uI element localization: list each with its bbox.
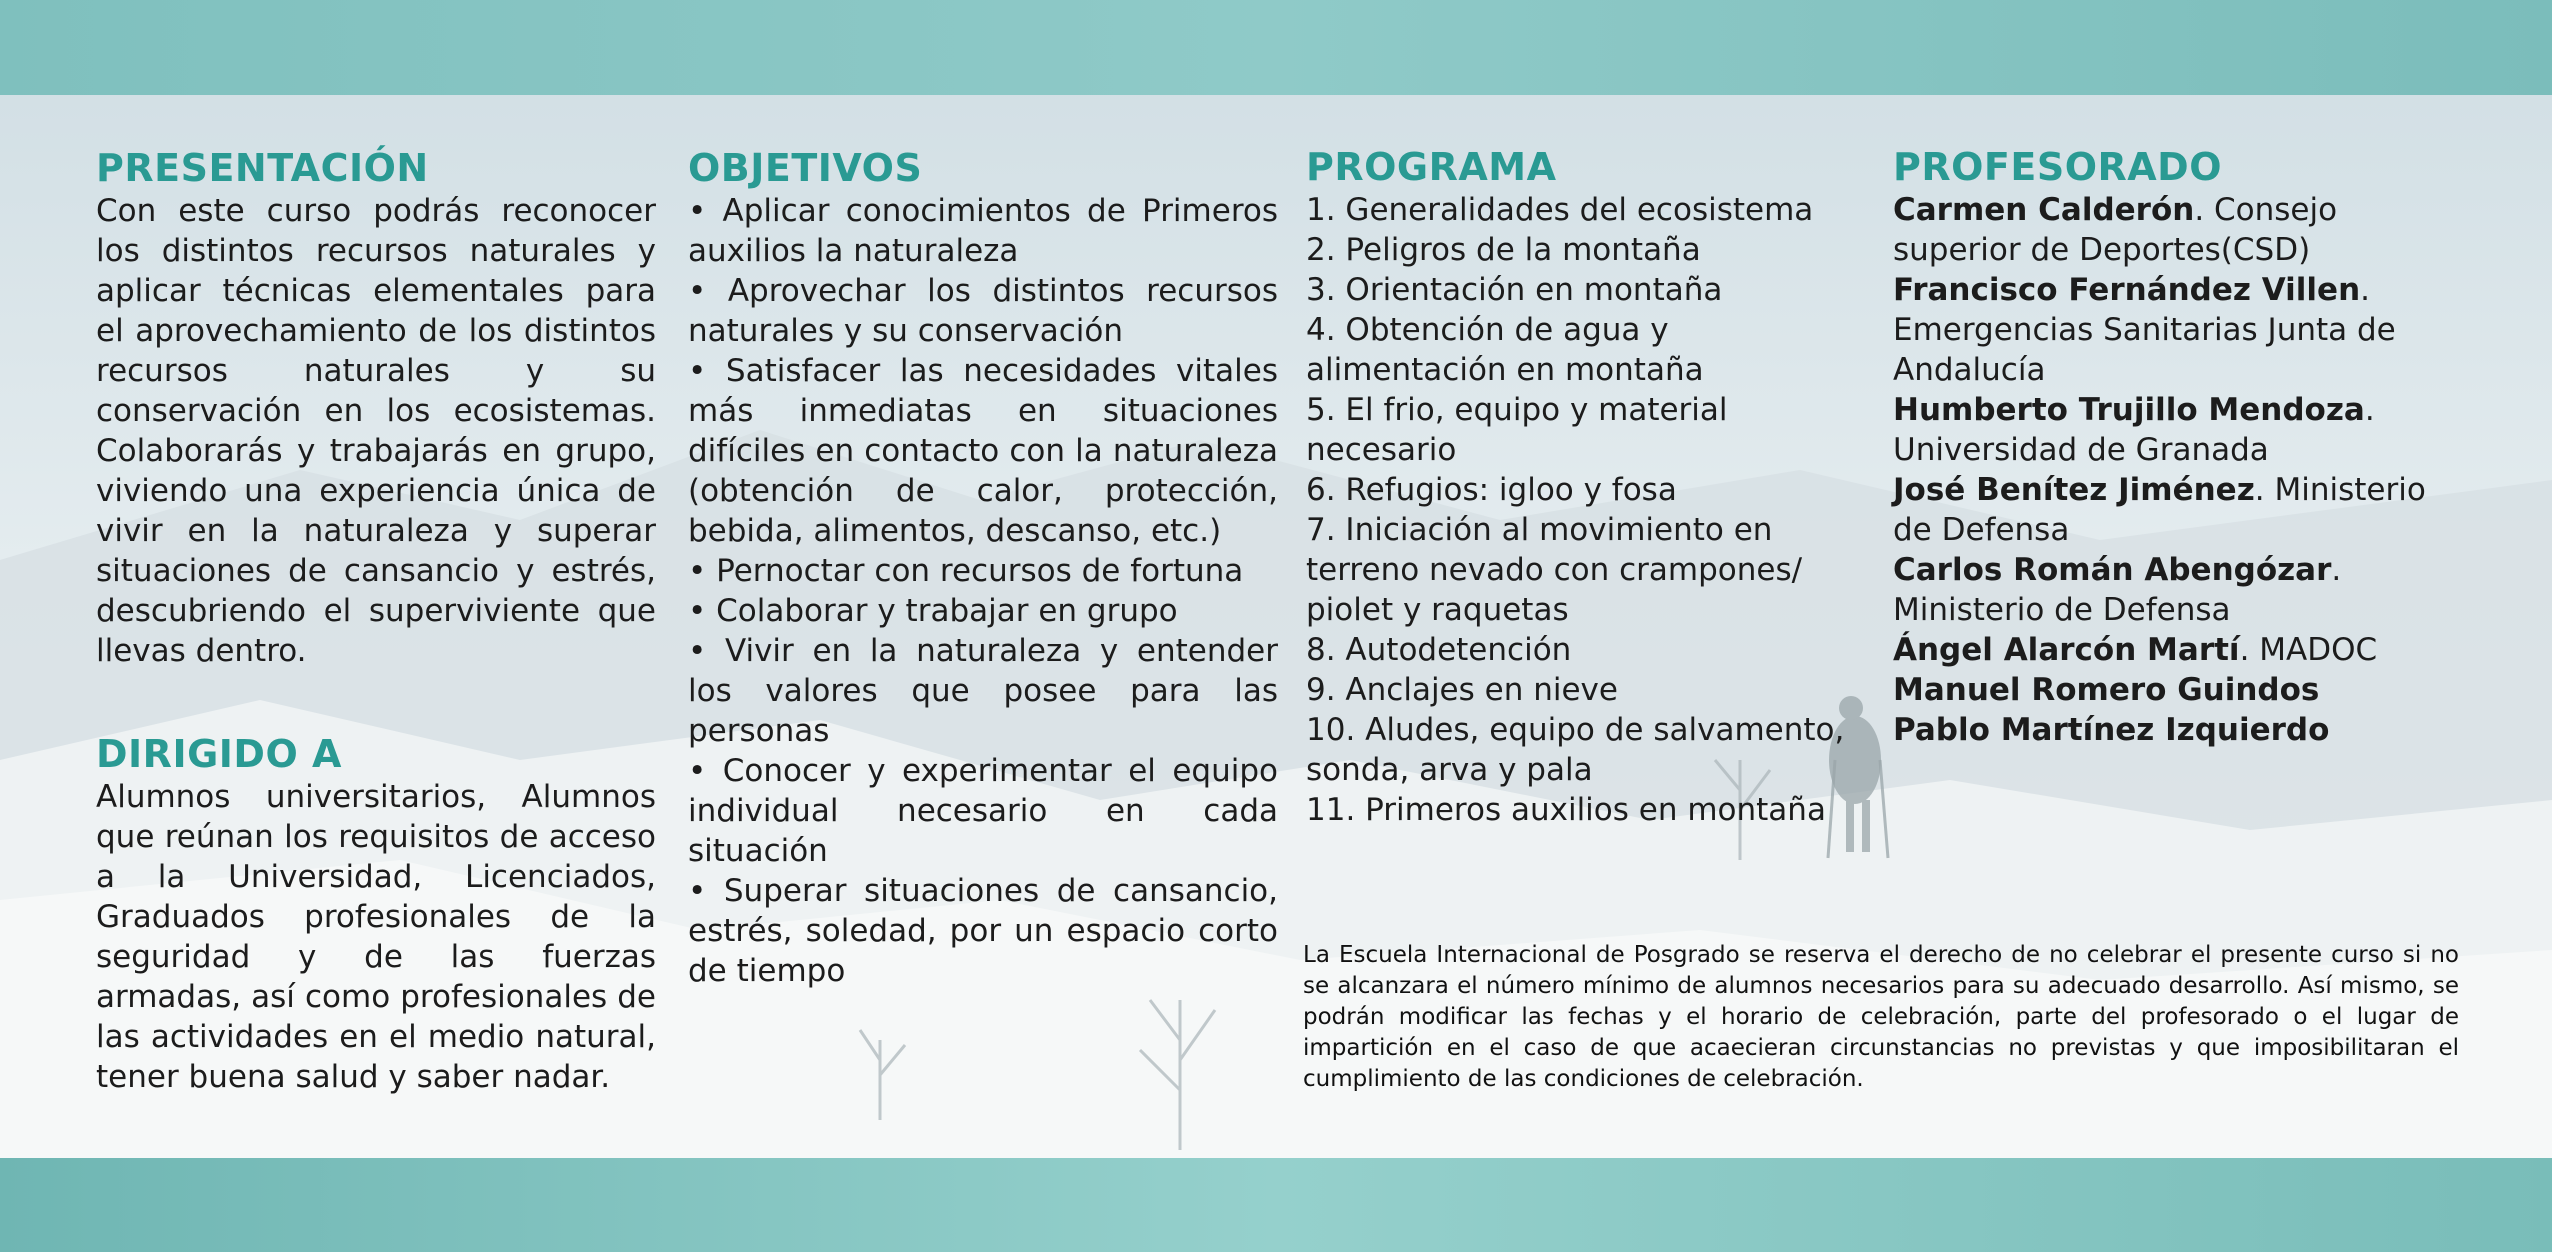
list-item: 1. Generalidades del ecosistema <box>1306 192 1814 228</box>
list-item: 5. El frio, equipo y material necesario <box>1306 392 1728 468</box>
list-item: • Satisfacer las necesidades vitales más inmediatas en situaciones difíciles en contacto con la naturaleza (obtención de calor, protección, bebida, alimentos, descanso, etc.) <box>688 353 1278 549</box>
profesor-affiliation: . Ministerio de Defensa <box>1893 552 2342 628</box>
list-item: 7. Iniciación al movimiento en terreno nevado con crampones/ piolet y raquetas <box>1306 512 1803 628</box>
top-teal-band <box>0 0 2552 95</box>
profesor-affiliation: . Consejo superior de Deportes(CSD) <box>1893 192 2338 268</box>
column-profesorado <box>1893 144 2461 750</box>
profesor-entry <box>1893 190 2461 270</box>
disclaimer-note: La Escuela Internacional de Posgrado se reserva el derecho de no celebrar el presente curso si no se alcanzara el número mínimo de alumnos necesarios para su adecuado desarrollo. Así mismo, se podrán modificar las fechas y el horario de celebración, parte del profesorado o el lugar de impartición en el caso de que acaecieran circunstancias no previstas y que imposibilitaran el cumplimiento de las condiciones de celebración. <box>1303 942 2459 1092</box>
list-item: 11. Primeros auxilios en montaña <box>1306 792 1826 828</box>
list-item: • Aplicar conocimientos de Primeros auxilios la naturaleza <box>688 193 1278 269</box>
profesor-affiliation: . Emergencias Sanitarias Junta de Andalucía <box>1893 272 2396 388</box>
programa-heading: PROGRAMA <box>1306 145 1557 189</box>
presentacion-heading: PRESENTACIÓN <box>96 146 429 190</box>
list-item: • Aprovechar los distintos recursos naturales y su conservación <box>688 273 1278 349</box>
profesor-entry <box>1893 670 2461 710</box>
profesor-name: Humberto Trujillo Mendoza <box>1893 392 2365 428</box>
list-item: • Pernoctar con recursos de fortuna <box>688 553 1244 589</box>
profesor-entry <box>1893 630 2461 670</box>
profesor-entry <box>1893 390 2461 470</box>
list-item: • Vivir en la naturaleza y entender los valores que posee para las personas <box>688 633 1278 749</box>
programa-list <box>1306 190 1866 830</box>
bottom-teal-band <box>0 1158 2552 1252</box>
profesor-name: Manuel Romero Guindos <box>1893 672 2320 708</box>
profesor-name: Ángel Alarcón Martí <box>1893 632 2240 668</box>
profesor-entry <box>1893 270 2461 390</box>
profesor-affiliation: . MADOC <box>2239 632 2378 668</box>
profesor-name: José Benítez Jiménez <box>1893 472 2255 508</box>
list-item: 8. Autodetención <box>1306 632 1572 668</box>
objetivos-heading: OBJETIVOS <box>688 146 923 190</box>
list-item: • Conocer y experimentar el equipo individual necesario en cada situación <box>688 753 1278 869</box>
profesor-affiliation: . Ministerio de Defensa <box>1893 472 2426 548</box>
list-item: 4. Obtención de agua y alimentación en montaña <box>1306 312 1704 388</box>
profesor-name: Carlos Román Abengózar <box>1893 552 2332 588</box>
column-presentacion <box>96 145 656 1097</box>
list-item: • Superar situaciones de cansancio, estrés, soledad, por un espacio corto de tiempo <box>688 873 1278 989</box>
list-item: 3. Orientación en montaña <box>1306 272 1723 308</box>
list-item: 2. Peligros de la montaña <box>1306 232 1701 268</box>
column-programa <box>1306 144 1866 830</box>
profesor-name: Pablo Martínez Izquierdo <box>1893 712 2330 748</box>
list-item: 10. Aludes, equipo de salvamento, sonda, arva y pala <box>1306 712 1845 788</box>
list-item: 6. Refugios: igloo y fosa <box>1306 472 1677 508</box>
objetivos-list <box>688 191 1278 991</box>
profesor-affiliation: . Universidad de Granada <box>1893 392 2375 468</box>
profesor-name: Carmen Calderón <box>1893 192 2195 228</box>
dirigido-text: Alumnos universitarios, Alumnos que reúnan los requisitos de acceso a la Universidad, Licenciados, Graduados profesionales de la seguridad y de las fuerzas armadas, así como profesionales de las actividades en el medio natural, tener buena salud y saber nadar. <box>96 779 656 1095</box>
list-item: • Colaborar y trabajar en grupo <box>688 593 1178 629</box>
list-item: 9. Anclajes en nieve <box>1306 672 1618 708</box>
column-objetivos <box>688 145 1278 991</box>
profesor-entry <box>1893 710 2461 750</box>
profesor-name: Francisco Fernández Villen <box>1893 272 2361 308</box>
profesor-entry <box>1893 550 2461 630</box>
profesorado-heading: PROFESORADO <box>1893 145 2223 189</box>
dirigido-heading: DIRIGIDO A <box>96 732 342 776</box>
presentacion-text: Con este curso podrás reconocer los distintos recursos naturales y aplicar técnicas elementales para el aprovechamiento de los distintos recursos naturales y su conservación en los ecosistemas. Colaborarás y trabajarás en grupo, viviendo una experiencia única de vivir en la naturaleza y superar situaciones de cansancio y estrés, descubriendo el superviviente que llevas dentro. <box>96 193 656 669</box>
profesor-entry <box>1893 470 2461 550</box>
